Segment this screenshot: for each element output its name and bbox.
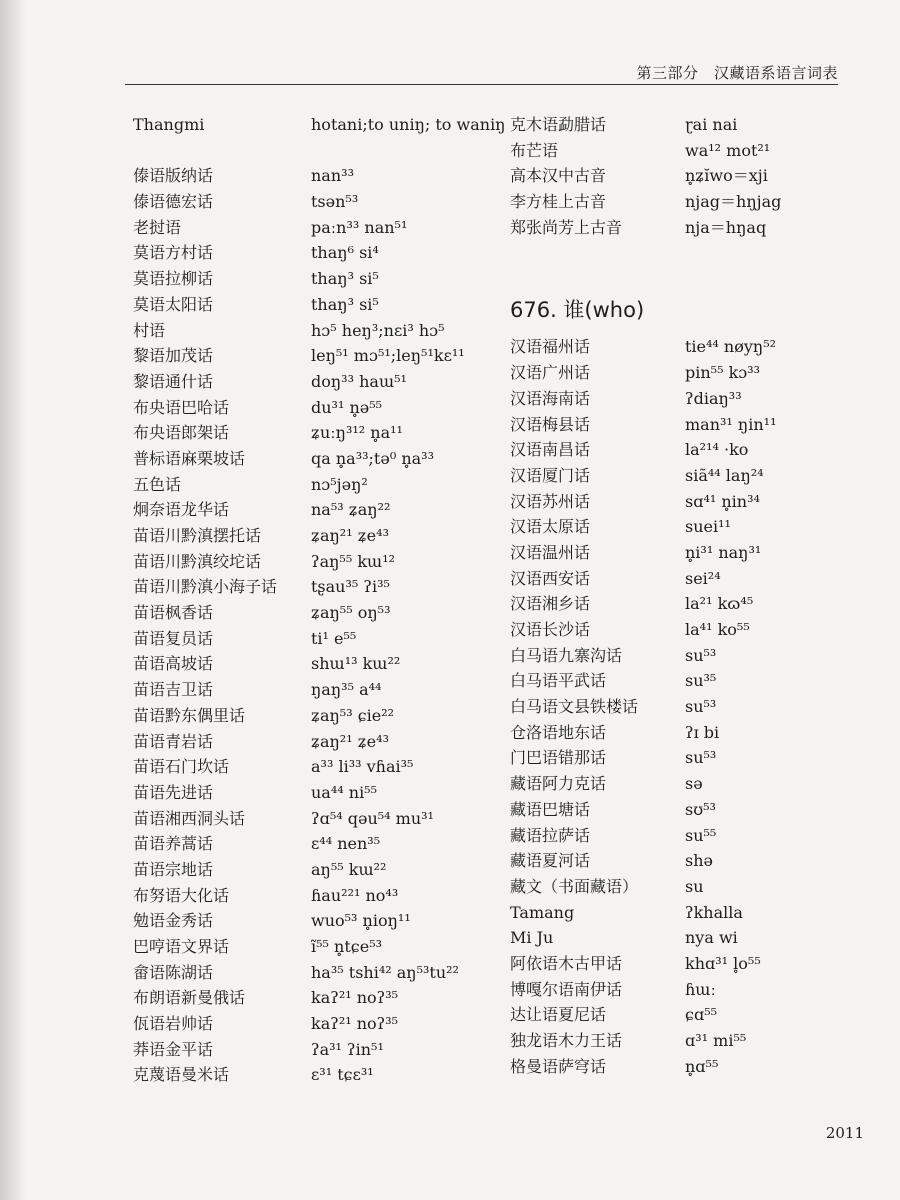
entry-term: 黎语加茂话 [133,346,214,366]
entry-term: 勉语金秀话 [133,911,214,931]
entry-term: 门巴语错那话 [510,748,607,768]
entry-term: 苗语湘西洞头话 [133,808,246,828]
entry-row [510,412,850,438]
entry-pronunciation: kaʔ²¹ noʔ³⁵ [311,988,399,1008]
entry-pronunciation: qa n̥a³³;tə⁰ n̥a³³ [311,448,434,468]
entry-pronunciation: ŋaŋ³⁵ a⁴⁴ [311,680,382,700]
entry-term: 莫语太阳话 [133,294,214,314]
entry-term: 汉语苏州话 [510,491,591,511]
running-header [125,62,838,85]
entry-term: 莫语拉柳话 [133,269,214,289]
entry-term: Tamang [510,902,575,922]
entry-term: 苗语石门坎话 [133,757,230,777]
entry-term: 藏语巴塘话 [510,799,591,819]
entry-term: 五色话 [133,474,182,494]
entry-pronunciation: la⁴¹ ko⁵⁵ [685,620,750,639]
entry-pronunciation: thaŋ³ si⁵ [311,269,379,289]
right-main-entries [510,334,850,1079]
entry-row [133,883,503,909]
entry-row [510,566,850,592]
entry-pronunciation: ʑaŋ⁵⁵ oŋ⁵³ [311,603,391,623]
entry-pronunciation: hotani;to uniŋ; to waniŋ [311,115,506,134]
entry-pronunciation: njag＝hŋjag [685,192,782,212]
entry-row [133,369,503,395]
entry-pronunciation: ʔdiaŋ³³ [685,388,742,408]
entry-term: 白马语文县铁楼话 [510,697,639,717]
entry-pronunciation: du³¹ n̥ə⁵⁵ [311,397,383,417]
entry-pronunciation: ĩ⁵⁵ n̥tɕe⁵³ [311,937,383,957]
entry-row [133,1037,503,1063]
entry-pronunciation: nja＝hŋaq [685,217,767,237]
entry-term: 汉语南昌话 [510,440,591,460]
entry-pronunciation: la²¹⁴ ·ko [685,440,749,460]
entry-term: 苗语先进话 [133,782,214,802]
entry-pronunciation: ʔɪ bi [685,722,720,742]
entry-term: 汉语西安话 [510,568,591,588]
entry-row [133,1011,503,1037]
entry-pronunciation: su⁵³ [685,697,717,717]
entry-row [510,591,850,617]
entry-term: 汉语海南话 [510,388,591,408]
entry-term: 仓洛语地东话 [510,722,607,742]
entry-pronunciation: ʑaŋ⁵³ ɕie²² [311,705,395,725]
entry-row [133,857,503,883]
entry-pronunciation: ɦɯː [685,979,716,999]
entry-term: 苗语养蒿话 [133,834,214,854]
entry-term: 高本汉中古音 [510,166,607,186]
entry-row [133,729,503,755]
entry-pronunciation: su⁵⁵ [685,825,717,845]
entry-pronunciation: ɛ⁴⁴ nen³⁵ [311,834,381,854]
entry-row [510,437,850,463]
entry-row [133,626,503,652]
entry-pronunciation: ʑaŋ²¹ ʑe⁴³ [311,526,389,546]
entry-pronunciation: ha³⁵ tshi⁴² aŋ⁵³tu²² [311,962,459,982]
entry-term: 巴哼语文界话 [133,937,230,957]
entry-row [510,215,850,241]
entry-row [133,574,503,600]
header-title: 第三部分 汉藏语系语言词表 [636,64,838,82]
entry-pronunciation: n̥ɑ⁵⁵ [685,1056,719,1076]
entry-row [133,420,503,446]
entry-term: 苗语川黔滇摆托话 [133,526,262,546]
entry-pronunciation: ɑ³¹ mi⁵⁵ [685,1031,747,1050]
entry-term: 郑张尚芳上古音 [510,217,623,237]
entry-pronunciation: ua⁴⁴ ni⁵⁵ [311,782,378,802]
entry-pronunciation: wa¹² mot²¹ [685,140,771,160]
entry-term: 汉语梅县话 [510,414,591,434]
entry-term: 苗语川黔滇小海子话 [133,577,278,597]
entry-row [133,163,503,189]
entry-term: 普标语麻栗坡话 [133,448,246,468]
entry-term: 苗语复员话 [133,628,214,648]
section-spacer [510,240,850,290]
entry-row [510,112,850,138]
entry-row [133,266,503,292]
entry-pronunciation: nya wi [685,928,738,948]
entry-pronunciation: suei¹¹ [685,517,731,537]
entry-term: 汉语广州话 [510,363,591,383]
entry-row [510,925,850,951]
entry-pronunciation: ɕɑ⁵⁵ [685,1005,718,1025]
entry-pronunciation: la²¹ kɷ⁴⁵ [685,594,754,614]
right-top-entries [510,112,850,240]
entry-term: 藏语夏河话 [510,851,591,871]
entry-row [133,934,503,960]
entry-term: 莽语金平话 [133,1039,214,1059]
entry-row [133,703,503,729]
entry-term: 布央语郎架话 [133,423,230,443]
page-edge-shadow [0,0,26,1200]
entry-row [133,549,503,575]
entry-pronunciation: thaŋ³ si⁵ [311,294,379,314]
entry-pronunciation: sɑ⁴¹ n̥in³⁴ [685,491,760,511]
entry-row [133,806,503,832]
entry-term: 佤语岩帅话 [133,1014,214,1034]
entry-pronunciation: sʊ⁵³ [685,799,716,819]
entry-row [510,848,850,874]
entry-term: 黎语通什话 [133,371,214,391]
entry-term: 汉语湘乡话 [510,594,591,614]
entry-pronunciation: ɦau²²¹ no⁴³ [311,885,399,905]
entry-term: 汉语厦门话 [510,465,591,485]
entry-term: 汉语温州话 [510,542,591,562]
entry-pronunciation: sei²⁴ [685,568,721,588]
entry-pronunciation: sə [685,774,703,794]
entry-row [133,985,503,1011]
entry-row [133,497,503,523]
entry-row [133,1062,503,1088]
entry-term: 莫语方村话 [133,243,214,263]
entry-term: 布努语大化话 [133,885,230,905]
entry-term: 达让语夏尼话 [510,1005,607,1025]
entry-row [133,318,503,344]
entry-term: 汉语长沙话 [510,620,591,639]
entry-term: 炯奈语龙华话 [133,500,230,520]
entry-pronunciation: nan³³ [311,166,354,186]
entry-row [510,334,850,360]
entry-pronunciation: wuo⁵³ n̥ioŋ¹¹ [311,911,411,931]
entry-row [133,651,503,677]
entry-term: 汉语太原话 [510,517,591,537]
entry-term: 苗语吉卫话 [133,680,214,700]
entry-pronunciation: siã⁴⁴ laŋ²⁴ [685,465,764,485]
entry-pronunciation: shɯ¹³ kɯ²² [311,654,401,674]
entry-pronunciation: doŋ³³ haɯ⁵¹ [311,371,407,391]
entry-pronunciation: pin⁵⁵ kɔ³³ [685,363,761,383]
entry-term: 格曼语萨穹话 [510,1056,607,1076]
entry-row [133,189,503,215]
entry-term: 阿依语木古甲话 [510,953,623,973]
entry-term: 藏文（书面藏语） [510,876,639,896]
entry-term: 布朗语新曼俄话 [133,988,246,1008]
entry-pronunciation: n̥ʑĭwo＝xji [685,166,768,186]
entry-term: 布央语巴哈话 [133,397,230,417]
entry-row [510,540,850,566]
entry-row [510,514,850,540]
right-column [510,112,850,1079]
entry-pronunciation: tie⁴⁴ nøyŋ⁵² [685,337,777,357]
entry-row [133,343,503,369]
entry-row [133,240,503,266]
entry-pronunciation: ti¹ e⁵⁵ [311,628,357,648]
entry-row [510,489,850,515]
entry-term: 畲语陈湖话 [133,962,214,982]
entry-row [510,745,850,771]
entry-pronunciation: ɛ³¹ tɕɛ³¹ [311,1065,374,1085]
entry-term: 布芒语 [510,140,559,160]
entry-term: 傣语版纳话 [133,166,214,186]
entry-term: 李方桂上古音 [510,192,607,212]
entry-row [510,360,850,386]
entry-pronunciation: man³¹ ŋin¹¹ [685,414,777,434]
entry-term: 苗语黔东偶里话 [133,705,246,725]
entry-pronunciation: tʂau³⁵ ʔi³⁵ [311,577,390,597]
entry-term: 白马语九寨沟话 [510,645,623,665]
entry-pronunciation: su⁵³ [685,645,717,665]
entry-pronunciation: su³⁵ [685,671,717,691]
entry-pronunciation: leŋ⁵¹ mɔ⁵¹;leŋ⁵¹kɛ¹¹ [311,346,465,366]
entry-pronunciation: ʔaŋ⁵⁵ kɯ¹² [311,551,396,571]
entry-row [510,951,850,977]
entry-term: 藏语拉萨话 [510,825,591,845]
entry-pronunciation: ʔa³¹ ʔin⁵¹ [311,1039,384,1059]
entry-row [510,720,850,746]
entry-row [133,292,503,318]
entry-pronunciation: paːn³³ nan⁵¹ [311,217,408,237]
entry-row [133,780,503,806]
entry-row [510,617,850,643]
entry-term: 村语 [133,320,166,340]
entry-row [133,215,503,241]
entry-row [510,823,850,849]
entry-row [510,1028,850,1054]
entry-term: Mi Ju [510,928,554,948]
entry-term: 苗语高坡话 [133,654,214,674]
entry-row [133,908,503,934]
entry-term: 苗语宗地话 [133,859,214,879]
entry-term: Thangmi [133,115,205,134]
entry-pronunciation: su⁵³ [685,748,717,768]
entry-row [510,797,850,823]
entry-pronunciation: su [685,876,704,896]
entry-row [510,138,850,164]
entry-pronunciation: ɽai nai [685,115,738,134]
entry-term: 老挝语 [133,217,182,237]
entry-pronunciation: ʑuːŋ³¹² n̥a¹¹ [311,423,403,443]
entry-term: 傣语德宏话 [133,192,214,212]
entry-pronunciation: ʔɑ⁵⁴ qəu⁵⁴ mu³¹ [311,808,434,828]
entry-row [133,395,503,421]
entry-row [510,977,850,1003]
entry-pronunciation: kaʔ²¹ noʔ³⁵ [311,1014,399,1034]
entry-row [133,831,503,857]
entry-row [133,960,503,986]
left-column [133,112,506,1088]
entry-row [133,677,503,703]
entry-pronunciation: hɔ⁵ heŋ³;nɛi³ hɔ⁵ [311,320,445,340]
entry-pronunciation: a³³ li³³ vɦai³⁵ [311,757,414,777]
entry-pronunciation: tsən⁵³ [311,192,359,212]
entry-row [510,771,850,797]
entry-pronunciation: na⁵³ ʑaŋ²² [311,500,391,520]
entry-term: 博嘎尔语南伊话 [510,979,623,999]
entry-pronunciation: aŋ⁵⁵ kɯ²² [311,859,387,879]
entry-row [510,163,850,189]
entry-term: 苗语枫香话 [133,603,214,623]
entry-row [510,386,850,412]
entry-row [510,189,850,215]
entry-row [510,874,850,900]
entry-pronunciation: thaŋ⁶ si⁴ [311,243,379,263]
entry-row [133,112,506,163]
entry-pronunciation: shə [685,851,713,871]
entry-row [133,600,503,626]
entry-row [510,643,850,669]
entry-term: 白马语平武话 [510,671,607,691]
entry-row [133,472,503,498]
entry-row [510,668,850,694]
entry-term: 独龙语木力王话 [510,1031,623,1050]
entry-pronunciation: nɔ⁵jəŋ² [311,474,368,494]
entry-term: 藏语阿力克话 [510,774,607,794]
entry-term: 苗语青岩话 [133,731,214,751]
entry-row [510,463,850,489]
entry-row [510,900,850,926]
entry-row [510,1054,850,1080]
entry-term: 苗语川黔滇绞坨话 [133,551,262,571]
entry-pronunciation: n̥i³¹ naŋ³¹ [685,542,762,562]
entry-term: 克木语勐腊话 [510,115,607,134]
entry-pronunciation: ʑaŋ²¹ ʑe⁴³ [311,731,389,751]
entry-row [510,694,850,720]
entry-term: 汉语福州话 [510,337,591,357]
entry-row [133,446,503,472]
section-heading: 676. 谁(who) [510,298,645,323]
entry-row [133,523,503,549]
entry-pronunciation: khɑ³¹ l̥o⁵⁵ [685,953,761,973]
entry-pronunciation: ʔkhalla [685,902,743,922]
entry-term: 克蔑语曼米话 [133,1065,230,1085]
page-number: 2011 [825,1124,864,1142]
entry-row [133,754,503,780]
entry-row [510,1002,850,1028]
